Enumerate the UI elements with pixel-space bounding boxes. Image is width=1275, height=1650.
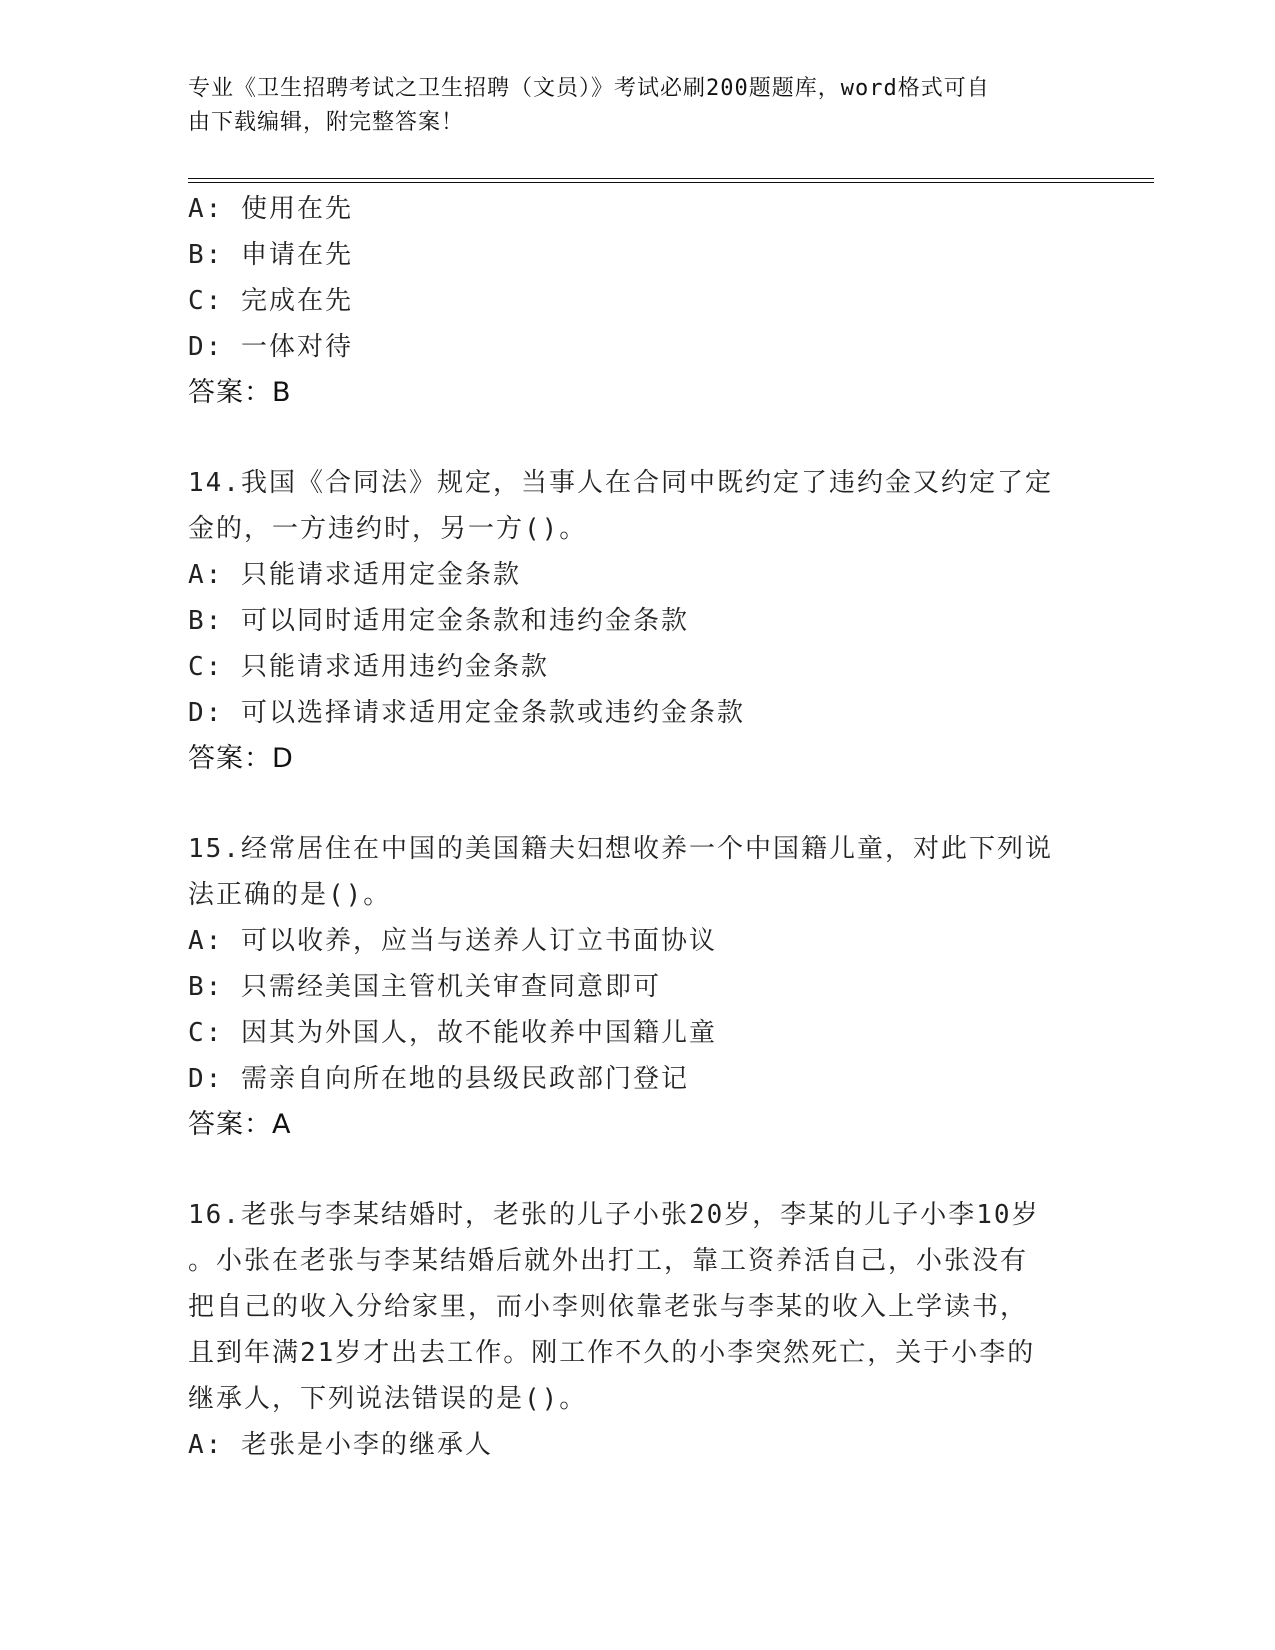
question-14 [188, 460, 1068, 782]
question-spacer [188, 1148, 1068, 1192]
option-a: A: 老张是小李的继承人 [188, 1430, 493, 1460]
stem-line: 法正确的是()。 [188, 880, 392, 910]
question-13 [188, 186, 1068, 416]
option-d: D: 一体对待 [188, 332, 353, 362]
answer-line: 答案：B [188, 377, 292, 408]
header-line-2: 由下载编辑，附完整答案！ [188, 110, 465, 135]
option-b: B: 可以同时适用定金条款和违约金条款 [188, 606, 689, 636]
header-rule-top [188, 178, 1154, 179]
header-line-1: 专业《卫生招聘考试之卫生招聘（文员）》考试必刷200题题库，word格式可自 [188, 76, 990, 101]
stem-line: 继承人，下列说法错误的是()。 [188, 1384, 588, 1414]
option-d: D: 可以选择请求适用定金条款或违约金条款 [188, 698, 745, 728]
stem-line: 15.经常居住在中国的美国籍夫妇想收养一个中国籍儿童，对此下列说 [188, 834, 1053, 864]
option-c: C: 完成在先 [188, 286, 353, 316]
question-16 [188, 1192, 1068, 1468]
question-spacer [188, 416, 1068, 460]
answer-line: 答案：A [188, 1109, 292, 1140]
stem-line: 14.我国《合同法》规定，当事人在合同中既约定了违约金又约定了定 [188, 468, 1053, 498]
document-header [188, 72, 1068, 140]
option-a: A: 可以收养，应当与送养人订立书面协议 [188, 926, 717, 956]
stem-line: 把自己的收入分给家里，而小李则依靠老张与李某的收入上学读书， [188, 1292, 1029, 1322]
header-rule-bottom [188, 182, 1154, 183]
stem-line: 16.老张与李某结婚时，老张的儿子小张20岁，李某的儿子小李10岁 [188, 1200, 1040, 1230]
question-stem [188, 460, 1068, 552]
stem-line: 。小张在老张与李某结婚后就外出打工，靠工资养活自己，小张没有 [188, 1246, 1029, 1276]
option-c: C: 因其为外国人，故不能收养中国籍儿童 [188, 1018, 717, 1048]
option-b: B: 申请在先 [188, 240, 353, 270]
question-15 [188, 826, 1068, 1148]
option-a: A: 使用在先 [188, 194, 353, 224]
question-content [188, 186, 1068, 1468]
question-stem [188, 1192, 1068, 1422]
option-c: C: 只能请求适用违约金条款 [188, 652, 549, 682]
question-stem [188, 826, 1068, 918]
option-a: A: 只能请求适用定金条款 [188, 560, 521, 590]
question-spacer [188, 782, 1068, 826]
option-d: D: 需亲自向所在地的县级民政部门登记 [188, 1064, 689, 1094]
option-b: B: 只需经美国主管机关审查同意即可 [188, 972, 661, 1002]
answer-line: 答案：D [188, 743, 294, 774]
stem-line: 金的，一方违约时，另一方()。 [188, 514, 588, 544]
stem-line: 且到年满21岁才出去工作。刚工作不久的小李突然死亡，关于小李的 [188, 1338, 1036, 1368]
